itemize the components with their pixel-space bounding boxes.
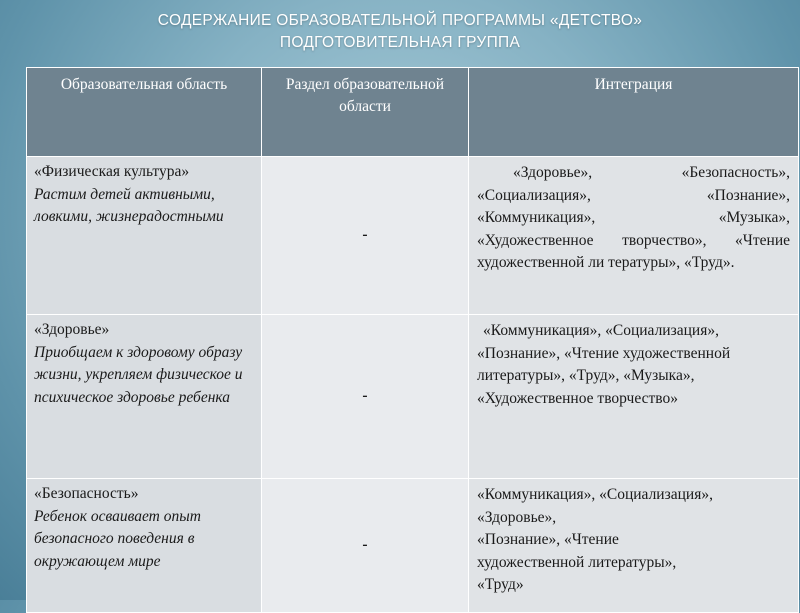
- section-cell: -: [262, 157, 469, 315]
- section-cell: -: [262, 479, 469, 613]
- header-section: Раздел образовательной области: [262, 68, 469, 157]
- program-table: [26, 67, 798, 593]
- area-cell: [27, 479, 262, 613]
- area-name: «Физическая культура»: [34, 163, 190, 180]
- table-row: [27, 315, 799, 479]
- integration-text: «Здоровье», «Безопасность», «Социализация», «Познание», «Коммуникация», «Музыка», «Художественное творчество», «Чтение художественной ли тературы», «Труд».: [477, 164, 790, 271]
- area-description: Растим детей активными, ловкими, жизнерадостными: [34, 185, 224, 225]
- integration-text: «Коммуникация», «Социализация», «Познание», «Чтение художественной литературы», «Труд», «Музыка», «Художественное творчество»: [477, 322, 731, 407]
- area-cell: [27, 315, 262, 479]
- table-row: [27, 157, 799, 315]
- title-line-2: ПОДГОТОВИТЕЛЬНАЯ ГРУППА: [279, 34, 521, 51]
- integration-line: художественной литературы»,: [477, 553, 677, 571]
- integration-cell: [469, 315, 799, 479]
- area-name: «Безопасность»: [34, 485, 139, 502]
- integration-line: «Коммуникация», «Социализация»,: [477, 486, 713, 503]
- header-integration: Интеграция: [469, 68, 799, 157]
- area-description: Ребенок осваивает опыт безопасного поведения в окружающем мире: [34, 507, 201, 570]
- table-row: [27, 479, 799, 613]
- area-description: Приобщаем к здоровому образу жизни, укрепляем физическое и психическое здоровье ребенка: [34, 343, 243, 406]
- area-name: «Здоровье»: [34, 321, 110, 338]
- integration-line: «Здоровье»,: [477, 508, 557, 526]
- title-line-1: СОДЕРЖАНИЕ ОБРАЗОВАТЕЛЬНОЙ ПРОГРАММЫ «ДЕТСТВО»: [157, 12, 643, 29]
- table-header-row: [27, 68, 799, 157]
- section-cell: -: [262, 315, 469, 479]
- integration-line: «Труд»: [477, 576, 524, 593]
- header-area: Образовательная область: [27, 68, 262, 157]
- integration-cell: [469, 157, 799, 315]
- area-cell: [27, 157, 262, 315]
- integration-line: «Познание», «Чтение: [477, 531, 619, 548]
- slide-title: [0, 10, 800, 54]
- integration-cell: [469, 479, 799, 613]
